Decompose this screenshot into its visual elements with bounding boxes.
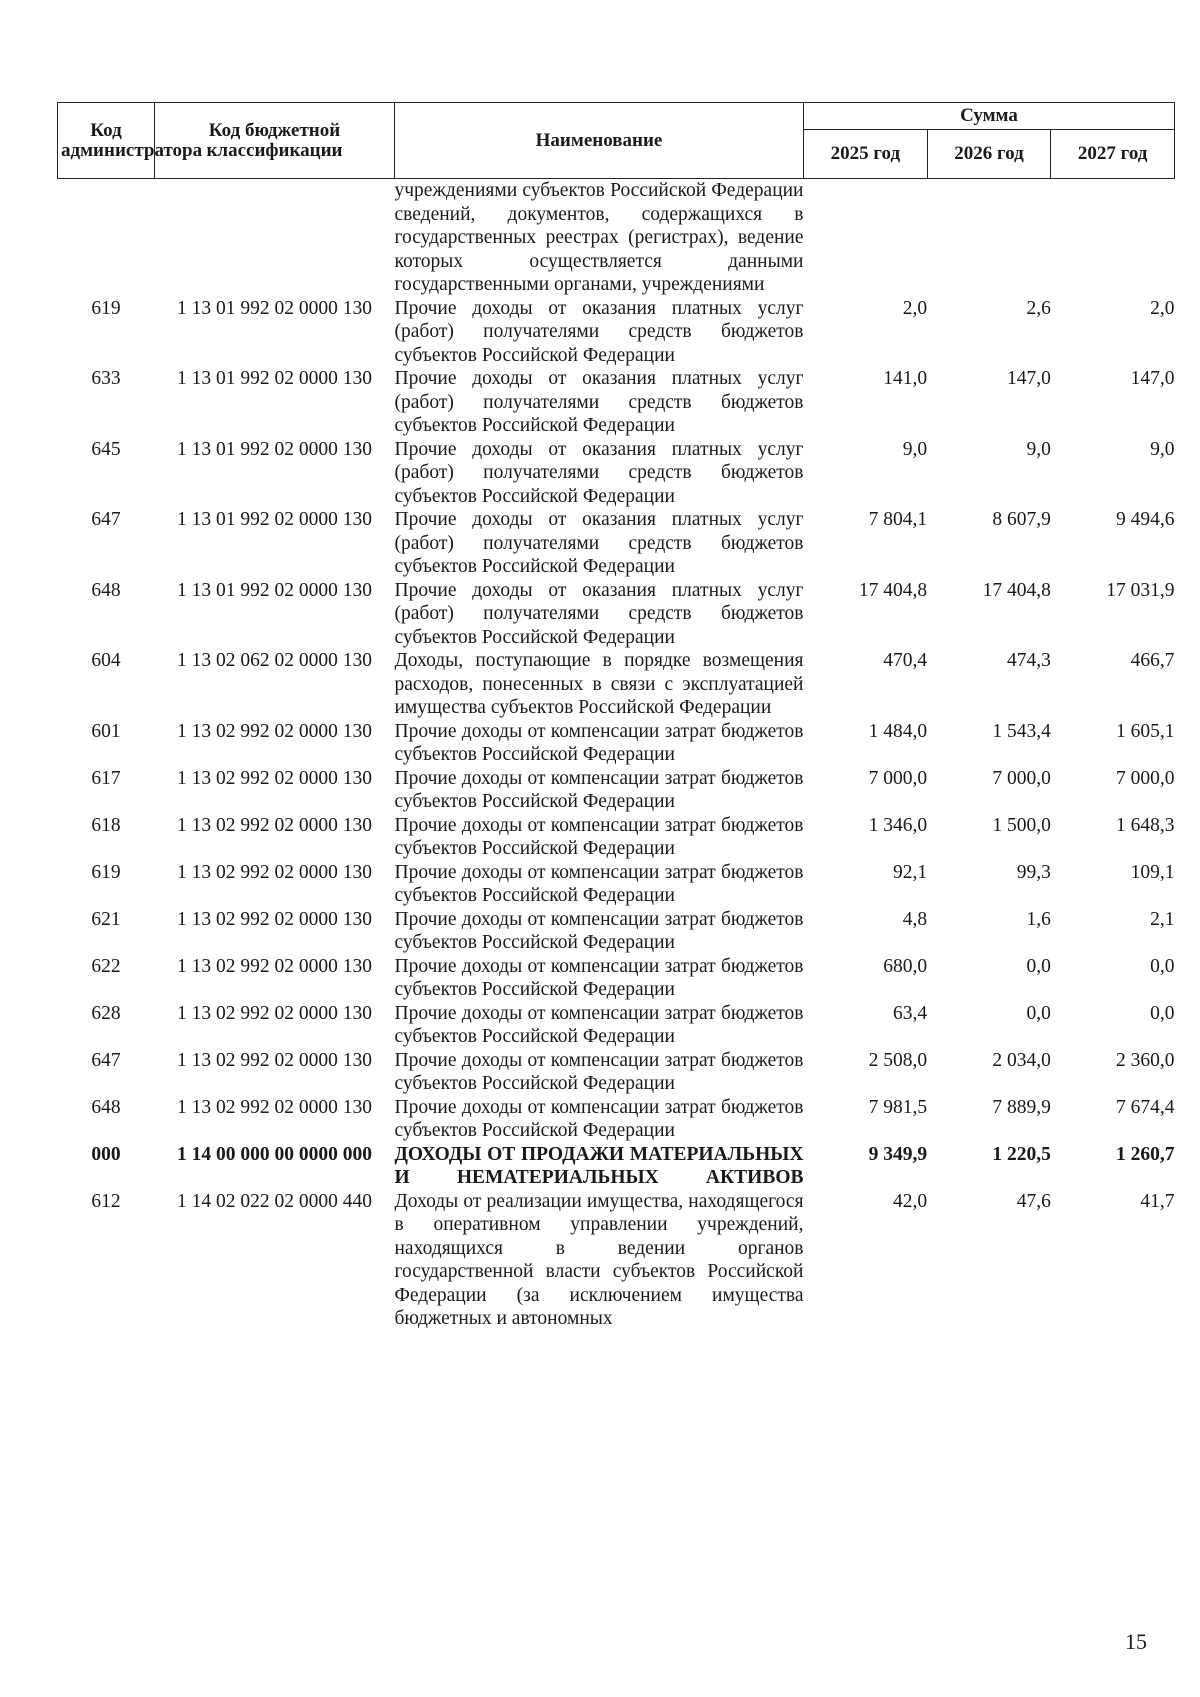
admin-code-cell: 618: [91, 814, 121, 836]
amount-2027-cell: [1051, 179, 1175, 297]
name-cell: Прочие доходы от оказания платных услуг (работ) получателями средств бюджетов субъектов Российской Федерации: [394, 438, 804, 507]
table-row: [58, 861, 1175, 908]
table-row: [58, 179, 1175, 297]
amount-2027-cell: 41,7: [1140, 1190, 1175, 1212]
budget-code-cell: 1 13 02 992 02 0000 130: [177, 814, 372, 836]
table-row: [58, 297, 1175, 368]
budget-code-cell: 1 13 02 992 02 0000 130: [177, 1002, 372, 1024]
amount-2027-cell: 7 000,0: [1116, 767, 1175, 789]
admin-code-cell: 617: [91, 767, 121, 789]
admin-code-cell: [58, 179, 155, 297]
name-cell: Прочие доходы от оказания платных услуг (работ) получателями средств бюджетов субъектов Российской Федерации: [394, 297, 804, 366]
amount-2025-cell: 17 404,8: [858, 579, 928, 601]
name-cell: ДОХОДЫ ОТ ПРОДАЖИ МАТЕРИАЛЬНЫХ И НЕМАТЕРИАЛЬНЫХ АКТИВОВ: [394, 1143, 804, 1188]
name-cell: учреждениями субъектов Российской Федерации сведений, документов, содержащихся в государственных реестрах (регистрах), ведение которых осуществляется данными государственными органами, учреждениями: [394, 180, 804, 295]
admin-code-cell: 000: [91, 1143, 121, 1165]
name-cell: Прочие доходы от компенсации затрат бюджетов субъектов Российской Федерации: [394, 720, 804, 765]
header-name: Наименование: [395, 103, 804, 179]
amount-2025-cell: 680,0: [883, 955, 928, 977]
amount-2026-cell: 0,0: [1026, 1002, 1051, 1024]
amount-2025-cell: 2,0: [902, 297, 928, 319]
amount-2026-cell: 0,0: [1026, 955, 1051, 977]
budget-code-cell: 1 13 01 992 02 0000 130: [177, 368, 372, 389]
amount-2026-cell: 47,6: [1016, 1190, 1051, 1212]
budget-code-cell: 1 13 01 992 02 0000 130: [177, 438, 372, 460]
header-year-2025: 2025 год: [804, 130, 928, 179]
table-row: [58, 579, 1175, 650]
amount-2025-cell: 1 484,0: [868, 720, 928, 742]
amount-2026-cell: [927, 179, 1051, 297]
amount-2025-cell: 7 981,5: [868, 1096, 928, 1118]
admin-code-cell: 619: [91, 861, 121, 883]
budget-code-cell: 1 13 02 992 02 0000 130: [177, 1096, 372, 1118]
budget-code-cell: 1 13 02 062 02 0000 130: [177, 650, 372, 671]
table-row: [58, 438, 1175, 509]
table-row: [58, 908, 1175, 955]
amount-2025-cell: 470,4: [883, 650, 928, 671]
name-cell: Прочие доходы от компенсации затрат бюджетов субъектов Российской Федерации: [394, 814, 804, 859]
amount-2025-cell: 4,8: [902, 908, 928, 930]
admin-code-cell: 604: [91, 650, 121, 671]
name-cell: Прочие доходы от компенсации затрат бюджетов субъектов Российской Федерации: [394, 1049, 804, 1094]
table-row: [58, 508, 1175, 579]
name-cell: Доходы от реализации имущества, находящегося в оперативном управлении учреждений, находящихся в ведении органов государственной власти субъектов Российской Федерации (за исключением имущества бюджетных и автономных: [394, 1190, 804, 1329]
admin-code-cell: 633: [91, 368, 121, 389]
amount-2026-cell: 1 220,5: [992, 1143, 1051, 1165]
name-cell: Прочие доходы от оказания платных услуг (работ) получателями средств бюджетов субъектов Российской Федерации: [394, 509, 804, 577]
amount-2025-cell: 7 000,0: [868, 767, 928, 789]
name-cell: Прочие доходы от компенсации затрат бюджетов субъектов Российской Федерации: [394, 908, 804, 953]
amount-2027-cell: 109,1: [1130, 861, 1175, 883]
name-cell: Прочие доходы от оказания платных услуг (работ) получателями средств бюджетов субъектов Российской Федерации: [394, 579, 804, 648]
table-row-section-total: [58, 1143, 1175, 1190]
table-row: [58, 720, 1175, 767]
header-year-2027: 2027 год: [1051, 130, 1175, 179]
admin-code-cell: 647: [91, 509, 121, 530]
admin-code-cell: 612: [91, 1190, 121, 1212]
table-row: [58, 955, 1175, 1002]
amount-2027-cell: 7 674,4: [1116, 1096, 1175, 1118]
admin-code-cell: 622: [91, 955, 121, 977]
amount-2025-cell: 7 804,1: [868, 509, 928, 530]
amount-2026-cell: 2,6: [1026, 297, 1051, 319]
amount-2026-cell: 2 034,0: [992, 1049, 1051, 1071]
name-cell: Прочие доходы от компенсации затрат бюджетов субъектов Российской Федерации: [394, 861, 804, 906]
table-row: [58, 1190, 1175, 1331]
admin-code-cell: 648: [91, 579, 121, 601]
budget-code-cell: 1 13 02 992 02 0000 130: [177, 1049, 372, 1071]
admin-code-cell: 628: [91, 1002, 121, 1024]
amount-2026-cell: 17 404,8: [982, 579, 1051, 601]
budget-code-cell: 1 14 02 022 02 0000 440: [177, 1190, 372, 1212]
amount-2025-cell: 63,4: [893, 1002, 928, 1024]
amount-2026-cell: 8 607,9: [992, 509, 1051, 530]
amount-2027-cell: 1 260,7: [1116, 1143, 1175, 1165]
amount-2025-cell: 9 349,9: [868, 1143, 928, 1165]
table-row: [58, 1049, 1175, 1096]
amount-2026-cell: 474,3: [1006, 650, 1051, 671]
budget-code-cell: 1 13 02 992 02 0000 130: [177, 955, 372, 977]
amount-2026-cell: 1,6: [1026, 908, 1051, 930]
amount-2026-cell: 7 000,0: [992, 767, 1051, 789]
admin-code-cell: 647: [91, 1049, 121, 1071]
name-cell: Прочие доходы от компенсации затрат бюджетов субъектов Российской Федерации: [394, 767, 804, 812]
budget-code-cell: 1 13 02 992 02 0000 130: [177, 908, 372, 930]
amount-2027-cell: 1 605,1: [1116, 720, 1175, 742]
name-cell: Доходы, поступающие в порядке возмещения расходов, понесенных в связи с эксплуатацией имущества субъектов Российской Федерации: [394, 650, 804, 718]
amount-2025-cell: 1 346,0: [868, 814, 928, 836]
amount-2027-cell: 466,7: [1130, 650, 1175, 671]
amount-2025-cell: 9,0: [902, 438, 928, 460]
amount-2026-cell: 147,0: [1006, 368, 1051, 389]
amount-2026-cell: 99,3: [1016, 861, 1051, 883]
budget-code-cell: 1 13 01 992 02 0000 130: [177, 297, 372, 319]
budget-code-cell: 1 13 02 992 02 0000 130: [177, 720, 372, 742]
amount-2025-cell: 141,0: [883, 368, 928, 389]
name-cell: Прочие доходы от компенсации затрат бюджетов субъектов Российской Федерации: [394, 1096, 804, 1141]
name-cell: Прочие доходы от компенсации затрат бюджетов субъектов Российской Федерации: [394, 955, 804, 1000]
table-row: [58, 1002, 1175, 1049]
amount-2026-cell: 1 543,4: [992, 720, 1051, 742]
amount-2027-cell: 1 648,3: [1116, 814, 1175, 836]
amount-2025-cell: 2 508,0: [868, 1049, 928, 1071]
budget-code-cell: 1 14 00 000 00 0000 000: [177, 1143, 372, 1165]
admin-code-cell: 619: [91, 297, 121, 319]
amount-2025-cell: [804, 179, 928, 297]
amount-2027-cell: 9,0: [1150, 438, 1175, 460]
budget-code-cell: 1 13 01 992 02 0000 130: [177, 509, 372, 530]
revenue-table: [57, 102, 1175, 1331]
name-cell: Прочие доходы от оказания платных услуг (работ) получателями средств бюджетов субъектов Российской Федерации: [394, 368, 804, 436]
page-number: 15: [1125, 1629, 1147, 1654]
table-row: [58, 814, 1175, 861]
table-row: [58, 367, 1175, 438]
header-sum: Сумма: [804, 103, 1175, 130]
admin-code-cell: 645: [91, 438, 121, 460]
amount-2026-cell: 7 889,9: [992, 1096, 1051, 1118]
amount-2025-cell: 92,1: [893, 861, 928, 883]
admin-code-cell: 601: [91, 720, 121, 742]
budget-code-cell: [155, 179, 395, 297]
budget-code-cell: 1 13 01 992 02 0000 130: [177, 579, 372, 601]
amount-2027-cell: 2 360,0: [1116, 1049, 1175, 1071]
amount-2027-cell: 17 031,9: [1106, 579, 1175, 601]
budget-code-cell: 1 13 02 992 02 0000 130: [177, 861, 372, 883]
amount-2027-cell: 9 494,6: [1116, 509, 1175, 530]
table-row: [58, 1096, 1175, 1143]
amount-2026-cell: 9,0: [1026, 438, 1051, 460]
header-budget-code: Код бюджетной классификации: [155, 103, 395, 179]
amount-2027-cell: 2,1: [1150, 908, 1175, 930]
header-year-2026: 2026 год: [927, 130, 1051, 179]
name-cell: Прочие доходы от компенсации затрат бюджетов субъектов Российской Федерации: [394, 1002, 804, 1047]
amount-2027-cell: 147,0: [1130, 368, 1175, 389]
table-row: [58, 649, 1175, 720]
amount-2027-cell: 2,0: [1150, 297, 1175, 319]
amount-2027-cell: 0,0: [1150, 955, 1175, 977]
amount-2025-cell: 42,0: [893, 1190, 928, 1212]
amount-2026-cell: 1 500,0: [992, 814, 1051, 836]
header-admin-code: Код администратора: [58, 103, 155, 179]
admin-code-cell: 621: [91, 908, 121, 930]
budget-code-cell: 1 13 02 992 02 0000 130: [177, 767, 372, 789]
table-row: [58, 767, 1175, 814]
admin-code-cell: 648: [91, 1096, 121, 1118]
amount-2027-cell: 0,0: [1150, 1002, 1175, 1024]
